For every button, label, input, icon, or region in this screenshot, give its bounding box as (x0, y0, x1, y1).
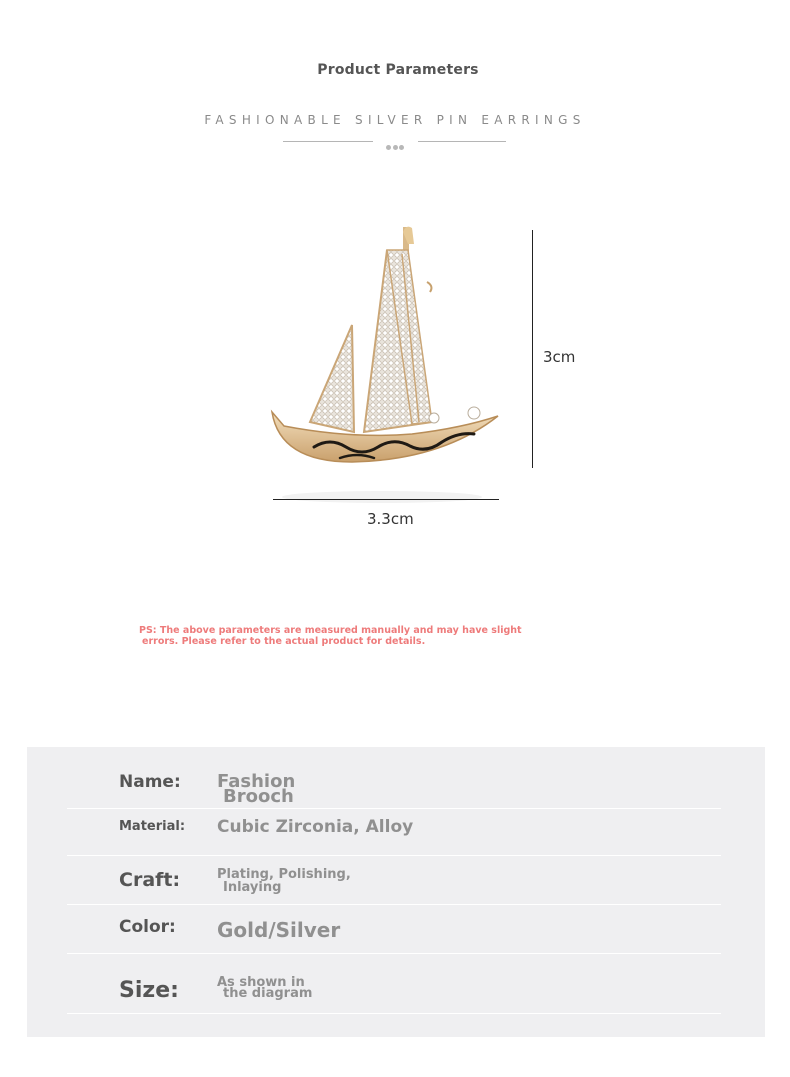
spec-value-craft (217, 868, 351, 894)
height-dimension-label: 3cm (543, 348, 576, 366)
spec-value-size-line1: As shown in (217, 975, 305, 990)
spec-value-material: Cubic Zirconia, Alloy (217, 817, 414, 837)
spec-separator (67, 808, 721, 809)
measurement-note-line1: PS: The above parameters are measured manually and may have slight (139, 625, 522, 636)
spec-value-craft-line2: Inlaying (223, 880, 282, 895)
spec-label-color: Color: (119, 917, 176, 937)
page-subtitle: FASHIONABLE SILVER PIN EARRINGS (204, 113, 586, 127)
spec-separator (67, 855, 721, 856)
spec-value-name-line2: Brooch (223, 786, 294, 807)
page-title: Product Parameters (317, 62, 479, 78)
height-dimension-line (532, 230, 533, 468)
divider-dots-icon (386, 137, 406, 145)
width-dimension-line (273, 499, 499, 500)
spec-separator (67, 904, 721, 905)
spec-value-size-line2: the diagram (223, 986, 313, 1001)
spec-value-color: Gold/Silver (217, 918, 341, 942)
spec-separator (67, 953, 721, 954)
sailboat-brooch-icon (262, 222, 512, 522)
measurement-note-line2: errors. Please refer to the actual product for details. (142, 635, 426, 647)
spec-label-name: Name: (119, 772, 181, 792)
spec-value-name-line1: Fashion (217, 771, 296, 792)
divider-left (283, 141, 373, 142)
spec-label-craft: Craft: (119, 869, 181, 891)
spec-value-craft-line1: Plating, Polishing, (217, 867, 351, 882)
width-dimension-label: 3.3cm (367, 510, 414, 528)
spec-table (27, 747, 765, 1037)
spec-value-name (217, 771, 296, 807)
measurement-note (139, 626, 559, 647)
divider-right (418, 141, 506, 142)
spec-label-material: Material: (119, 819, 186, 834)
spec-separator (67, 1013, 721, 1014)
spec-label-size: Size: (119, 978, 179, 1003)
spec-value-size (217, 977, 312, 999)
